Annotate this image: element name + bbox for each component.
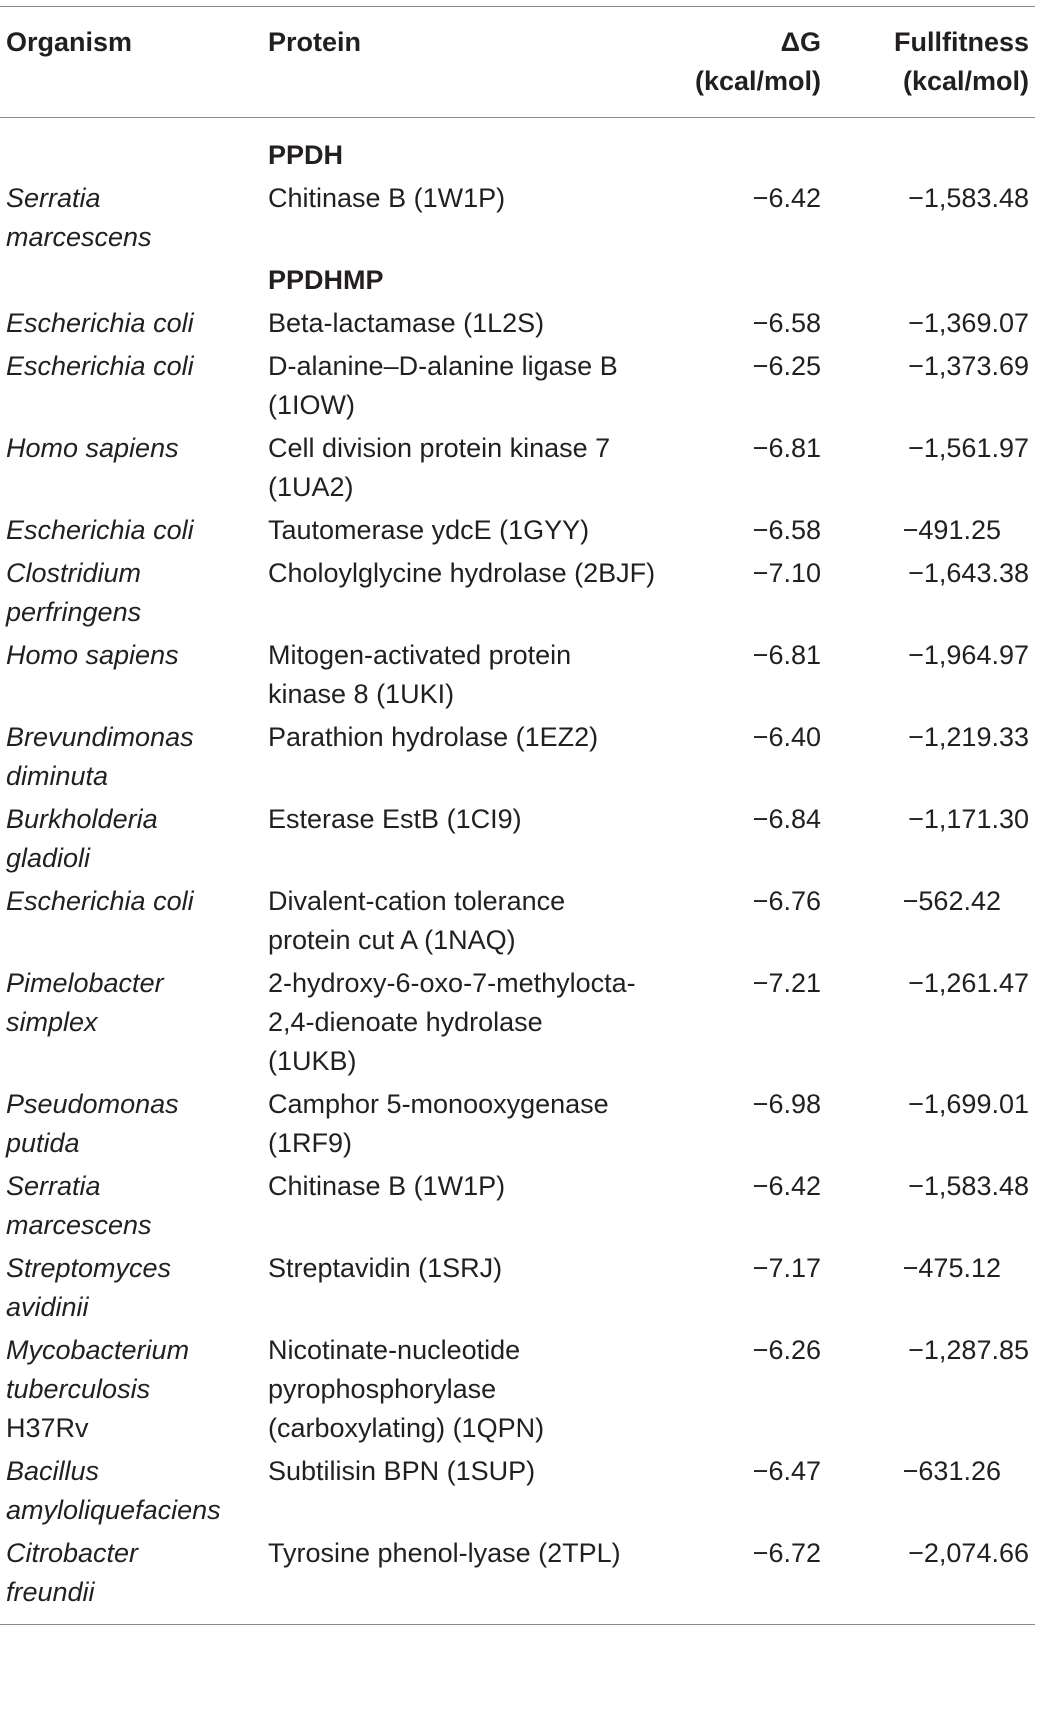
protein-cell: Esterase EstB (1CI9) xyxy=(268,804,522,834)
organism-cell: Escherichia coli xyxy=(6,308,194,338)
fullfitness-cell: −631.26 xyxy=(902,1456,1001,1486)
protein-cell: Chitinase B (1W1P) xyxy=(268,1171,506,1201)
header-organism: Organism xyxy=(6,27,133,57)
organism-cell: Homo sapiens xyxy=(6,433,179,463)
organism-cell: Serratia marcescens xyxy=(6,183,152,252)
table-header xyxy=(0,7,1035,118)
protein-cell: D-alanine–D-alanine ligase B (1IOW) xyxy=(268,351,618,420)
protein-cell: Tautomerase ydcE (1GYY) xyxy=(268,515,590,545)
fullfitness-cell: −1,583.48 xyxy=(908,183,1029,213)
delta-g-cell: −6.76 xyxy=(752,886,821,916)
delta-g-cell: −6.58 xyxy=(752,308,821,338)
fullfitness-cell: −1,643.38 xyxy=(908,558,1029,588)
header-delta-g: ΔG (kcal/mol) xyxy=(694,27,821,96)
table-row xyxy=(0,302,1035,345)
protein-cell: Subtilisin BPN (1SUP) xyxy=(268,1456,536,1486)
protein-cell: Beta-lactamase (1L2S) xyxy=(268,308,545,338)
organism-cell: Clostridium perfringens xyxy=(6,558,142,627)
table-row xyxy=(0,1247,1035,1329)
fullfitness-cell: −1,171.30 xyxy=(908,804,1029,834)
fullfitness-cell: −1,373.69 xyxy=(908,351,1029,381)
fullfitness-cell: −2,074.66 xyxy=(908,1538,1029,1568)
organism-cell: Brevundimonas diminuta xyxy=(6,722,194,791)
docking-results-table xyxy=(0,6,1035,1625)
protein-cell: Divalent-cation tolerance protein cut A (1NAQ) xyxy=(268,886,566,955)
fullfitness-cell: −1,219.33 xyxy=(908,722,1029,752)
fullfitness-cell: −1,583.48 xyxy=(908,1171,1029,1201)
fullfitness-cell: −475.12 xyxy=(902,1253,1001,1283)
organism-cell: Burkholderia gladioli xyxy=(6,804,158,873)
table-row xyxy=(0,798,1035,880)
table-row xyxy=(0,1532,1035,1625)
organism-cell: Mycobacterium tuberculosis H37Rv xyxy=(6,1335,190,1443)
organism-cell: Pseudomonas putida xyxy=(6,1089,179,1158)
table-row xyxy=(0,1083,1035,1165)
protein-cell: Tyrosine phenol-lyase (2TPL) xyxy=(268,1538,621,1568)
protein-cell: Nicotinate-nucleotide pyrophosphorylase (carboxylating) (1QPN) xyxy=(268,1335,545,1443)
organism-cell: Serratia marcescens xyxy=(6,1171,152,1240)
delta-g-cell: −6.72 xyxy=(752,1538,821,1568)
delta-g-cell: −6.81 xyxy=(752,433,821,463)
section-row-ppdh xyxy=(0,118,1035,178)
delta-g-cell: −6.40 xyxy=(752,722,821,752)
organism-cell: Pimelobacter simplex xyxy=(6,968,164,1037)
fullfitness-cell: −1,964.97 xyxy=(908,640,1029,670)
fullfitness-cell: −1,369.07 xyxy=(908,308,1029,338)
delta-g-cell: −6.42 xyxy=(752,183,821,213)
delta-g-cell: −7.17 xyxy=(752,1253,821,1283)
organism-cell: Streptomyces avidinii xyxy=(6,1253,172,1322)
protein-cell: Camphor 5-monooxygenase (1RF9) xyxy=(268,1089,609,1158)
protein-cell: Chitinase B (1W1P) xyxy=(268,183,506,213)
protein-cell: Streptavidin (1SRJ) xyxy=(268,1253,503,1283)
fullfitness-cell: −491.25 xyxy=(902,515,1001,545)
delta-g-cell: −6.84 xyxy=(752,804,821,834)
table-row xyxy=(0,634,1035,716)
table-row xyxy=(0,716,1035,798)
delta-g-cell: −6.26 xyxy=(752,1335,821,1365)
protein-cell: Choloylglycine hydrolase (2BJF) xyxy=(268,558,656,588)
delta-g-cell: −6.47 xyxy=(752,1456,821,1486)
delta-g-cell: −6.81 xyxy=(752,640,821,670)
protein-cell: Cell division protein kinase 7 (1UA2) xyxy=(268,433,611,502)
organism-cell: Escherichia coli xyxy=(6,886,194,916)
table-row xyxy=(0,1329,1035,1450)
table-row xyxy=(0,177,1035,259)
delta-g-cell: −7.10 xyxy=(752,558,821,588)
table-row xyxy=(0,962,1035,1083)
organism-cell: Homo sapiens xyxy=(6,640,179,670)
table-row xyxy=(0,880,1035,962)
organism-cell: Citrobacter freundii xyxy=(6,1538,139,1607)
section-label-ppdhmp: PPDHMP xyxy=(268,265,384,295)
fullfitness-cell: −1,261.47 xyxy=(908,968,1029,998)
table-row xyxy=(0,345,1035,427)
table-row xyxy=(0,552,1035,634)
delta-g-cell: −6.58 xyxy=(752,515,821,545)
organism-cell: Escherichia coli xyxy=(6,351,194,381)
protein-cell: Parathion hydrolase (1EZ2) xyxy=(268,722,599,752)
header-protein: Protein xyxy=(268,27,362,57)
fullfitness-cell: −1,287.85 xyxy=(908,1335,1029,1365)
table-row xyxy=(0,427,1035,509)
fullfitness-cell: −1,699.01 xyxy=(908,1089,1029,1119)
section-row-ppdhmp xyxy=(0,259,1035,302)
protein-cell: 2-hydroxy-6-oxo-7-methylocta- 2,4-dienoate hydrolase (1UKB) xyxy=(268,968,636,1076)
table-row xyxy=(0,1165,1035,1247)
table-row xyxy=(0,509,1035,552)
header-fullfitness: Fullfitness (kcal/mol) xyxy=(893,27,1029,96)
fullfitness-cell: −562.42 xyxy=(902,886,1001,916)
delta-g-cell: −6.25 xyxy=(752,351,821,381)
section-label-ppdh: PPDH xyxy=(268,140,344,170)
organism-cell: Escherichia coli xyxy=(6,515,194,545)
organism-cell: Bacillus amyloliquefaciens xyxy=(6,1456,221,1525)
protein-cell: Mitogen-activated protein kinase 8 (1UKI) xyxy=(268,640,572,709)
delta-g-cell: −6.42 xyxy=(752,1171,821,1201)
table-body xyxy=(0,118,1035,1625)
table-row xyxy=(0,1450,1035,1532)
header-row xyxy=(0,7,1035,118)
fullfitness-cell: −1,561.97 xyxy=(908,433,1029,463)
delta-g-cell: −6.98 xyxy=(752,1089,821,1119)
delta-g-cell: −7.21 xyxy=(752,968,821,998)
